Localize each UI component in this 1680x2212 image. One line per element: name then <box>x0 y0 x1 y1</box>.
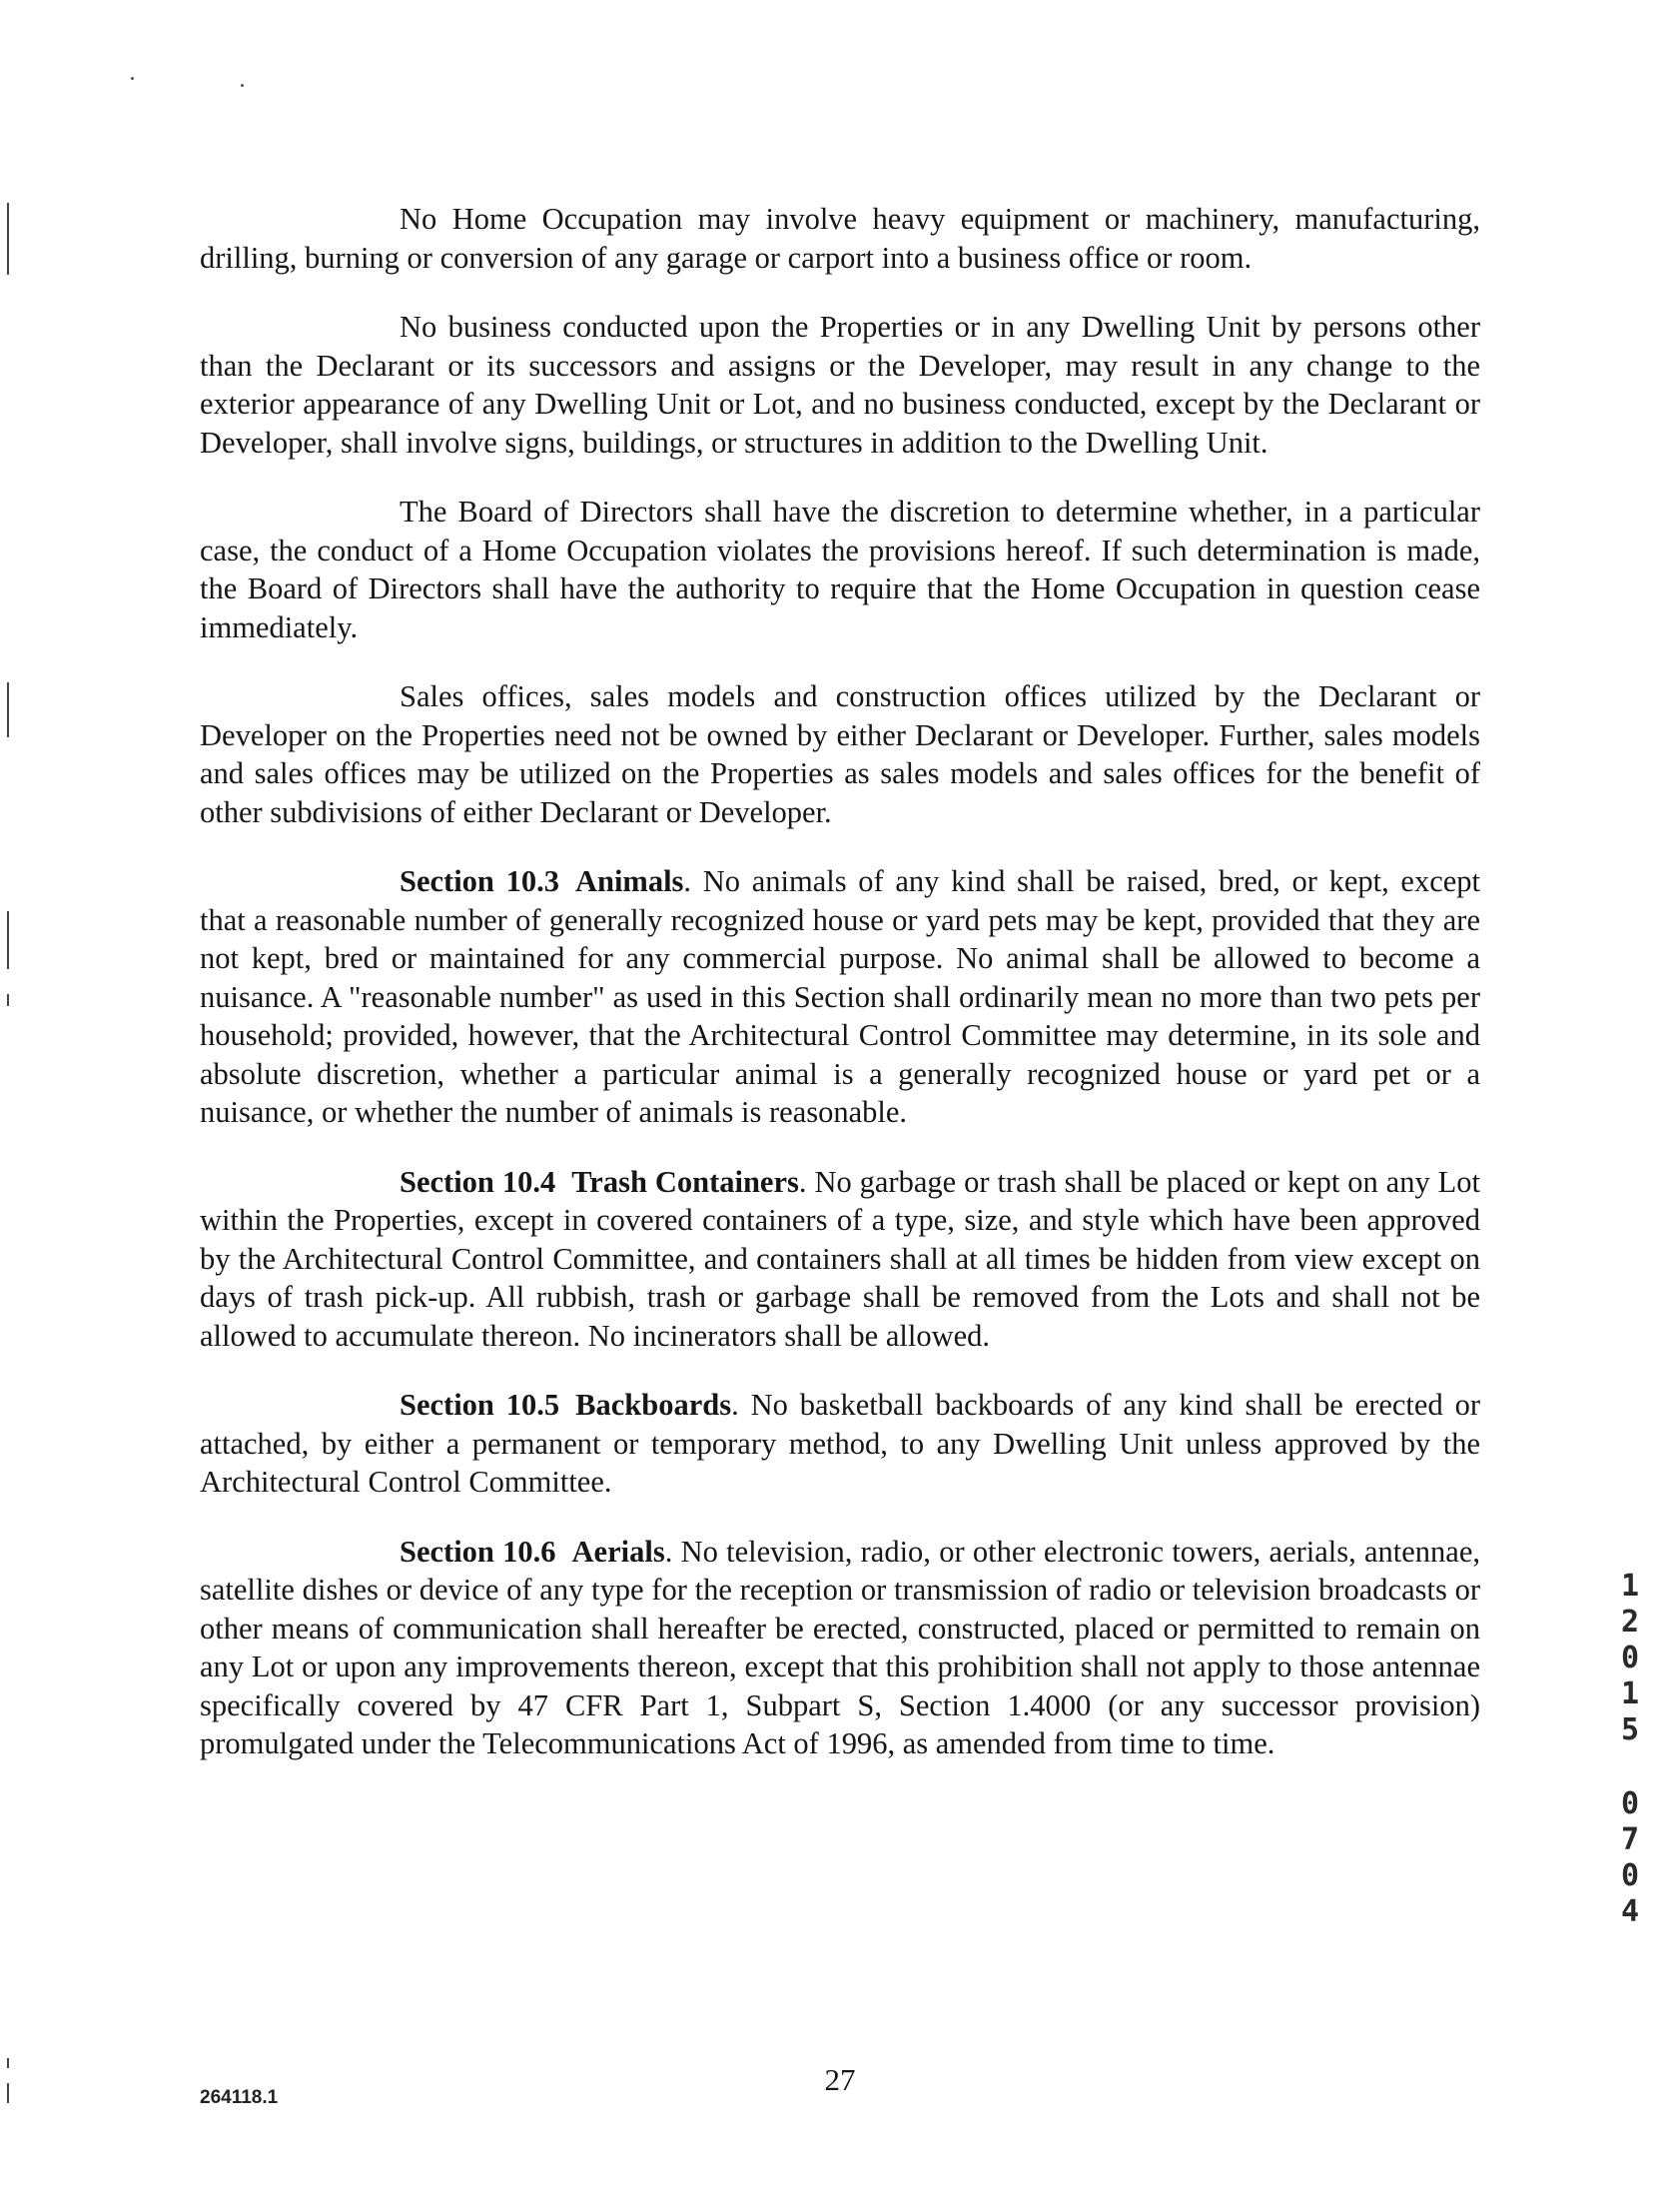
scan-margin-mark <box>7 203 9 275</box>
paragraph-text: The Board of Directors shall have the discretion to determine whether, in a particular case, the conduct of a Home Occupation violates the provisions hereof. If such determination is made, the Board of Directors shall have the authority to require that the Home Occupation in question cease immediately. <box>200 495 1480 644</box>
paragraph-text: No business conducted upon the Properties or in any Dwelling Unit by persons other than the Declarant or its successors and assigns or the Developer, may result in any change to the exterior appearance of any Dwelling Unit or Lot, and no business conducted, except by the Declarant or Developer, shall involve signs, buildings, or structures in addition to the Dwelling Unit. <box>200 310 1480 460</box>
section-number: Section 10.5 <box>400 1388 560 1422</box>
recording-number-stamp <box>1610 1569 1650 1930</box>
page-number: 27 <box>824 2062 856 2097</box>
section-title: Animals <box>574 864 684 898</box>
section-10-3-animals: Section 10.3 Animals. No animals of any kind shall be raised, bred, or kept, except that a reasonable number of generally recognized house or yard pets may be kept, provided that they are not kept, bred or maintained for any commercial purpose. No animal shall be allowed to become a nuisance. A "reasonable number" as used in this Section shall ordinarily mean no more than two pets per household; provided, however, that the Architectural Control Committee may determine, in its sole and absolute discretion, whether a particular animal is a generally recognized house or yard pet or a nuisance, or whether the number of animals is reasonable. <box>200 864 1480 1129</box>
section-text: No garbage or trash shall be placed or kept on any Lot within the Properties, except in covered containers of a type, size, and style which have been approved by the Architectural Control Committee, and containers shall at all times be hidden from view except on days of trash pick-up. All rubbish, trash or garbage shall be removed from the Lots and shall not be allowed to accumulate thereon. No incinerators shall be allowed. <box>200 1164 1481 1353</box>
document-body <box>200 200 1480 1794</box>
scan-margin-mark <box>7 682 9 737</box>
scan-speck <box>131 77 134 80</box>
recording-digit: 2 <box>1620 1605 1640 1640</box>
recording-digit: 1 <box>1620 1676 1640 1711</box>
section-text: No basketball backboards of any kind shall be erected or attached, by either a permanent or temporary method, to any Dwelling Unit unless approved by the Architectural Control Committee. <box>200 1388 1480 1499</box>
section-number: Section 10.6 <box>400 1534 556 1569</box>
section-title: Trash Containers <box>571 1164 799 1199</box>
paragraph-text: Sales offices, sales models and construction offices utilized by the Declarant or Developer on the Properties need not be owned by either Declarant or Developer. Further, sales models and sales offices may be utilized on the Properties as sales models and sales offices for the benefit of other subdivisions of either Declarant or Developer. <box>200 679 1480 829</box>
section-text: No television, radio, or other electronic towers, aerials, antennae, satellite dishes or device of any type for the reception or transmission of radio or television broadcasts or other means of communication shall hereafter be erected, constructed, placed or permitted to remain on any Lot or upon any improvements thereon, except that this prohibition shall not apply to those antennae specifically covered by 47 CFR Part 1, Subpart S, Section 1.4000 (or any successor provision) promulgated under the Telecommunications Act of 1996, as amended from time to time. <box>200 1534 1481 1760</box>
scan-margin-mark <box>7 994 9 1006</box>
section-10-6-aerials: Section 10.6 Aerials. No television, radio, or other electronic towers, aerials, antennae, satellite dishes or device of any type for the reception or transmission of radio or television broadcasts or other means of communication shall hereafter be erected, constructed, placed or permitted to remain on any Lot or upon any improvements thereon, except that this prohibition shall not apply to those antennae specifically covered by 47 CFR Part 1, Subpart S, Section 1.4000 (or any successor provision) promulgated under the Telecommunications Act of 1996, as amended from time to time. <box>200 1534 1481 1760</box>
recording-digit: 1 <box>1620 1569 1640 1604</box>
recording-digit: 0 <box>1620 1641 1640 1675</box>
section-text: No animals of any kind shall be raised, bred, or kept, except that a reasonable number of generally recognized house or yard pets may be kept, provided that they are not kept, bred or maintained for any commercial purpose. No animal shall be allowed to become a nuisance. A "reasonable number" as used in this Section shall ordinarily mean no more than two pets per household; provided, however, that the Architectural Control Committee may determine, in its sole and absolute discretion, whether a particular animal is a generally recognized house or yard pet or a nuisance, or whether the number of animals is reasonable. <box>200 864 1480 1129</box>
paragraph-business-appearance <box>200 308 1480 462</box>
paragraph-text: No Home Occupation may involve heavy equipment or machinery, manufacturing, drilling, burning or conversion of any garage or carport into a business office or room. <box>200 202 1480 275</box>
section-10-5-backboards: Section 10.5 Backboards. No basketball backboards of any kind shall be erected or attached, by either a permanent or temporary method, to any Dwelling Unit unless approved by the Architectural Control Committee. <box>200 1388 1480 1499</box>
paragraph-sales-offices <box>200 677 1480 831</box>
recording-digit: 7 <box>1620 1822 1640 1857</box>
section-10-4-trash-containers: Section 10.4 Trash Containers. No garbage or trash shall be placed or kept on any Lot within the Properties, except in covered containers of a type, size, and style which have been approved by the Architectural Control Committee, and containers shall at all times be hidden from view except on days of trash pick-up. All rubbish, trash or garbage shall be removed from the Lots and shall not be allowed to accumulate thereon. No incinerators shall be allowed. <box>200 1164 1481 1353</box>
paragraph-home-occupation-equipment <box>200 200 1480 277</box>
section-number: Section 10.3 <box>400 864 559 898</box>
section-title: Aerials <box>571 1534 665 1569</box>
recording-digit: 4 <box>1620 1894 1640 1929</box>
section-number: Section 10.4 <box>400 1164 556 1199</box>
paragraph-board-discretion <box>200 493 1480 646</box>
section-title: Backboards <box>575 1388 732 1422</box>
footer-document-id: 264118.1 <box>200 2087 279 2108</box>
recording-gap <box>1610 1748 1650 1786</box>
recording-digit: 0 <box>1620 1786 1640 1821</box>
scan-margin-mark <box>7 911 9 969</box>
recording-digit: 0 <box>1620 1858 1640 1893</box>
scan-speck <box>241 84 244 87</box>
recording-digit: 5 <box>1620 1712 1640 1747</box>
